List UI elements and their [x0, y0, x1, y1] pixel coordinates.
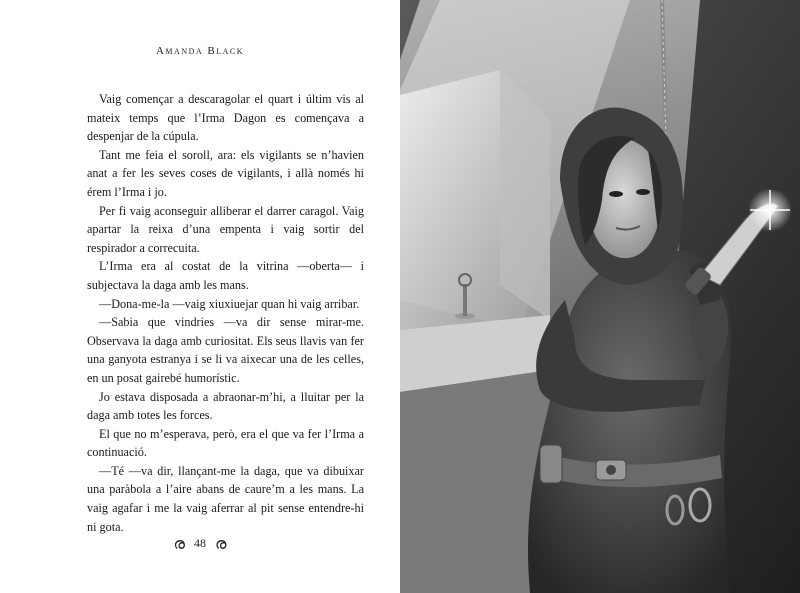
page-number: 48 — [194, 536, 206, 550]
page-number-footer — [0, 536, 400, 554]
paragraph: —Dona-me-la —vaig xiuxiuejar quan hi vaig arribar. — [99, 296, 360, 311]
running-head: Amanda Black — [155, 45, 245, 57]
paragraph: L’Irma era al costat de la vitrina —oberta— i subjectava la daga amb les mans. — [87, 259, 364, 292]
paragraph: Vaig començar a descaragolar el quart i últim vis al mateix temps que l’Irma Dagon es començava a despenjar de la cúpula. — [87, 92, 364, 144]
ornament-right-icon: ര — [215, 536, 227, 553]
paragraph: —Sabia que vindries —va dir sense mirar-me. Observava la daga amb curiositat. Els seus llavis van fer una ganyota estranya i se li va aixecar una de les celles, en un posat gairebé humorístic. — [87, 315, 364, 385]
illustration — [400, 0, 800, 593]
paragraph: —Té —va dir, llançant-me la daga, que va dibuixar una paràbola a l’aire abans de caure’m a les mans. La vaig agafar i me la vaig aferrar al pit sense entendre-hi ni gota. — [87, 463, 364, 534]
paragraph: Per fi vaig aconseguir alliberar el darrer caragol. Vaig apartar la reixa d’una empenta i vaig sortir del respirador a correcuita. — [87, 203, 364, 255]
ornament-left-icon: ര — [173, 536, 185, 553]
paragraph: El que no m’esperava, però, era el que va fer l’Irma a continuació. — [87, 426, 364, 460]
paragraph: Jo estava disposada a abraonar-m’hi, a lluitar per la daga amb totes les forces. — [87, 389, 364, 423]
hooded-girl-illustration — [400, 0, 800, 593]
body-text — [87, 90, 364, 536]
paragraph: Tant me feia el soroll, ara: els vigilants se n’havien anat a fer les seves coses de vigilants, i allà només hi érem l’Irma i jo. — [87, 147, 364, 199]
